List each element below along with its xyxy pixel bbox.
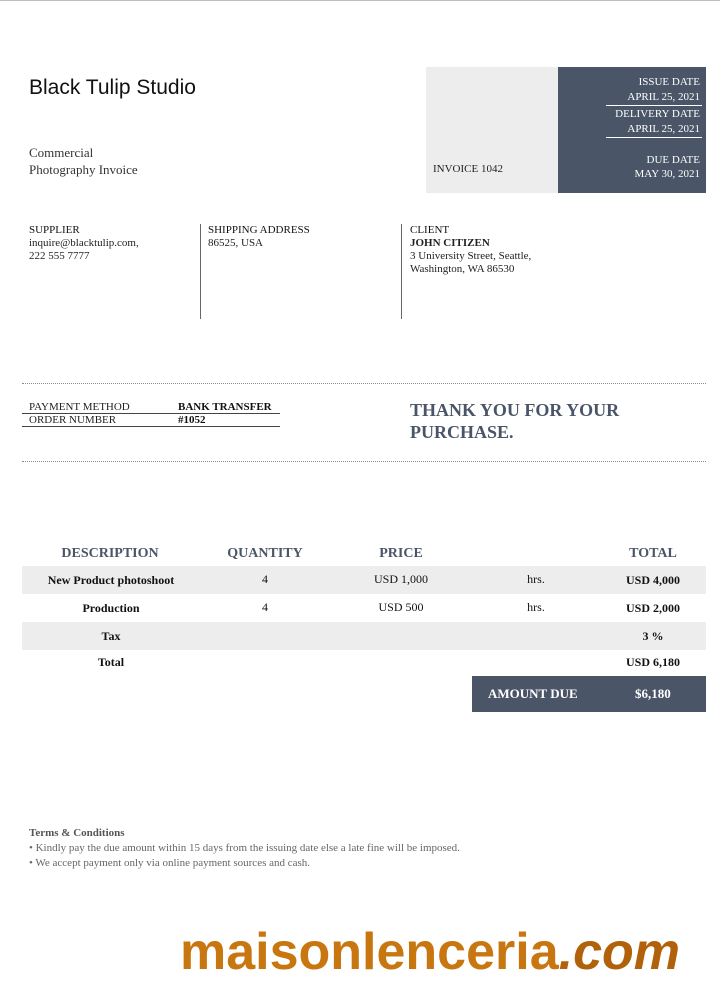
divider-1 — [200, 224, 201, 319]
client-address-line-2: Washington, WA 86530 — [410, 263, 515, 275]
dotted-separator-bottom — [22, 461, 706, 462]
row-1-quantity: 4 — [262, 572, 268, 586]
column-header-price: PRICE — [379, 546, 423, 561]
supplier-label: SUPPLIER — [29, 224, 80, 236]
client-label: CLIENT — [410, 224, 450, 236]
amount-due-box — [472, 676, 706, 712]
row-1-total: USD 4,000 — [625, 573, 680, 587]
order-number-label: ORDER NUMBER — [29, 414, 117, 426]
due-date-label: DUE DATE — [646, 154, 700, 166]
terms-line-1: • Kindly pay the due amount within 15 days from the issuing date else a late fine will be imposed. — [29, 842, 460, 854]
watermark-tld: .com — [558, 923, 680, 981]
subtitle-line-1: Commercial — [29, 145, 94, 160]
terms-line-2: • We accept payment only via online payment sources and cash. — [29, 857, 311, 869]
subtitle-line-2: Photography Invoice — [29, 162, 138, 177]
issue-date-label: ISSUE DATE — [638, 76, 700, 88]
row-1-price: USD 1,000 — [373, 572, 428, 586]
company-name: Black Tulip Studio — [29, 76, 196, 99]
divider-2 — [401, 224, 402, 319]
terms-title: Terms & Conditions — [29, 827, 125, 839]
payment-method-value: BANK TRANSFER — [178, 401, 272, 413]
client-block — [410, 224, 531, 276]
column-header-total: TOTAL — [629, 546, 677, 561]
shipping-block — [208, 224, 310, 250]
shipping-label: SHIPPING ADDRESS — [208, 224, 310, 236]
terms-section — [29, 826, 460, 871]
row-2-description: Production — [82, 601, 140, 615]
client-name: JOHN CITIZEN — [410, 237, 490, 249]
row-2-total: USD 2,000 — [625, 601, 680, 615]
shipping-address: 86525, USA — [208, 237, 264, 249]
total-label: Total — [97, 655, 125, 669]
thank-you-message — [410, 399, 690, 443]
dotted-separator-top — [22, 383, 706, 384]
total-value: USD 6,180 — [625, 655, 680, 669]
row-2-quantity: 4 — [262, 600, 268, 614]
invoice-number: INVOICE 1042 — [433, 163, 503, 175]
row-2-unit: hrs. — [527, 600, 545, 614]
supplier-block — [29, 224, 139, 263]
dates-panel — [558, 67, 706, 193]
amount-due-label: AMOUNT DUE — [488, 686, 578, 701]
tax-label: Tax — [101, 629, 121, 643]
issue-date-rule — [606, 105, 702, 106]
delivery-date-label: DELIVERY DATE — [615, 108, 700, 120]
watermark-logo — [180, 922, 680, 982]
payment-method-label: PAYMENT METHOD — [29, 401, 130, 413]
watermark-name: maisonlenceria — [180, 923, 559, 981]
amount-due-value: $6,180 — [635, 686, 671, 701]
thanks-line-1: THANK YOU FOR YOUR — [410, 400, 620, 420]
delivery-date-rule — [606, 137, 702, 138]
row-1-description: New Product photoshoot — [47, 573, 175, 587]
thanks-line-2: PURCHASE. — [410, 422, 514, 442]
invoice-subtitle — [29, 144, 138, 178]
column-header-description: DESCRIPTION — [61, 546, 159, 561]
row-2-price: USD 500 — [378, 600, 424, 614]
client-address-line-1: 3 University Street, Seattle, — [410, 250, 532, 262]
delivery-date-value: APRIL 25, 2021 — [627, 123, 700, 135]
column-header-quantity: QUANTITY — [227, 546, 303, 561]
order-rule — [22, 426, 280, 427]
supplier-phone: 222 555 7777 — [29, 250, 90, 262]
row-1-unit: hrs. — [527, 572, 545, 586]
issue-date-value: APRIL 25, 2021 — [627, 91, 700, 103]
invoice-number-box — [426, 67, 558, 193]
due-date-value: MAY 30, 2021 — [634, 168, 700, 180]
top-border — [0, 0, 720, 1]
supplier-email: inquire@blacktulip.com, — [29, 237, 139, 249]
order-number-value: #1052 — [178, 414, 206, 426]
tax-value: 3 % — [642, 629, 664, 643]
